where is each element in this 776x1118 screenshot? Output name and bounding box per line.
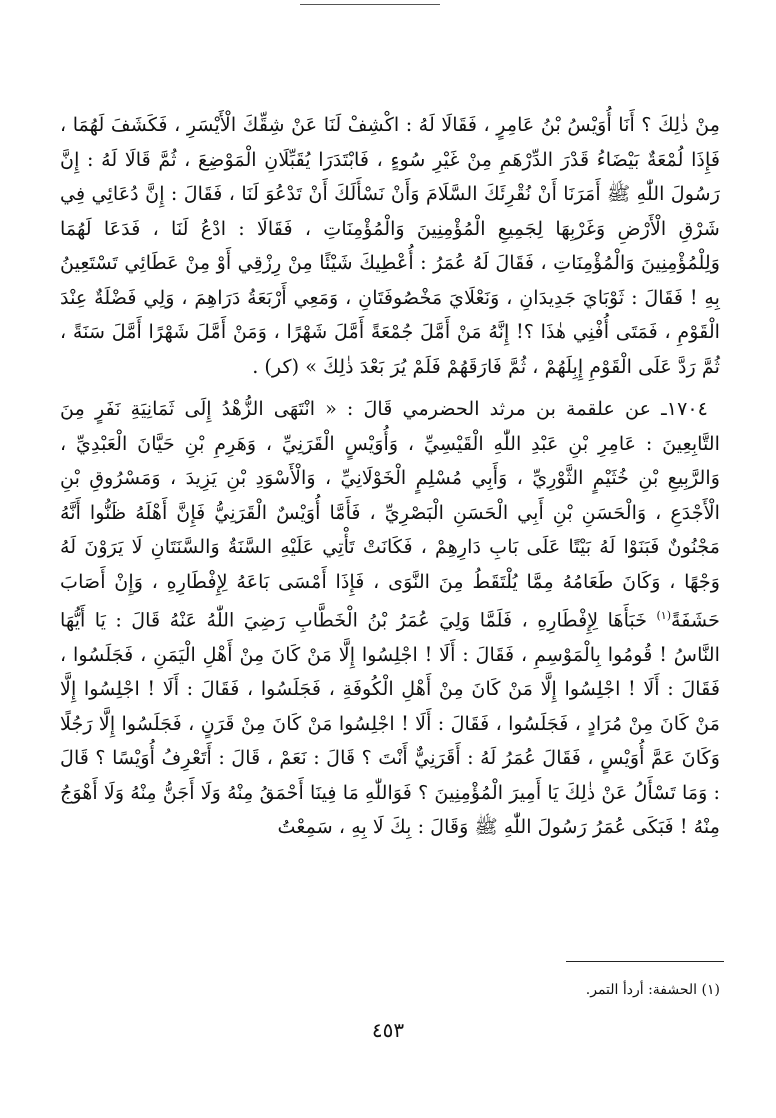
page-number: ٤٥٣ — [371, 1018, 405, 1042]
footnote: (١) الحشفة: أردأ التمر. — [585, 982, 720, 998]
top-rule — [300, 4, 440, 5]
paragraph-2-text: ـ عن علقمة بن مرثد الحضرمي قَالَ : « انْتَهَى الزُّهْدُ إِلَى ثَمَانِيَةِ نَفَرٍ مِنَ التَّابِعِينَ : عَامِرِ بْنِ عَبْدِ اللّٰهِ الْقَيْسِيِّ ، وَأُوَيْسٍ الْقَرَنِيِّ ، وَهَرِمِ بْنِ حَيَّانَ الْعَبْدِيِّ ، وَالرَّبِيعِ بْنِ خُثَيْمٍ الثَّوْرِيِّ ، وَأَبِي مُسْلِمٍ الْخَوْلَانِيِّ ، وَالْأَسْوَدِ بْنِ يَزِيدَ ، وَمَسْرُوقِ بْنِ الْأَجْدَعِ ، وَالْحَسَنِ بْنِ أَبِي الْحَسَنِ الْبَصْرِيِّ ، فَأَمَّا أُوَيْسٌ الْقَرَنِيُّ فَإِنَّ أَهْلَهُ ظَنُّوا أَنَّهُ مَجْنُونٌ فَبَنَوْا لَهُ بَيْتًا عَلَى بَابِ دَارِهِمْ ، فَكَانَتْ تَأْتِي عَلَيْهِ السَّنَةُ وَالسَّنَتَانِ لَا يَرَوْنَ لَهُ وَجْهًا ، وَكَانَ طَعَامُهُ مِمَّا يُلْتَقَطُ مِنَ النَّوَى ، فَإِذَا أَمْسَى بَاعَهُ لِإِفْطَارِهِ ، وَإِنْ أَصَابَ حَشَفَةً — [60, 397, 720, 632]
paragraph-2-continuation: خَبَأَهَا لِإِفْطَارِهِ ، فَلَمَّا وَلِيَ عُمَرُ بْنُ الْخَطَّابِ رَضِيَ اللّٰهُ عَنْهُ قَالَ : يَا أَيُّهَا النَّاسُ ! قُومُوا بِالْمَوْسِمِ ، فَقَالَ : أَلَا ! اجْلِسُوا إِلَّا مَنْ كَانَ مِنْ أَهْلِ الْيَمَنِ ، فَجَلَسُوا ، فَقَالَ : أَلَا ! اجْلِسُوا إِلَّا مَنْ كَانَ مِنْ أَهْلِ الْكُوفَةِ ، فَجَلَسُوا ، فَقَالَ : أَلَا ! اجْلِسُوا إِلَّا مَنْ كَانَ مِنْ مُرَادٍ ، فَجَلَسُوا ، فَقَالَ : أَلَا ! اجْلِسُوا مَنْ كَانَ مِنْ قَرَنٍ ، فَجَلَسُوا إِلَّا رَجُلًا وَكَانَ عَمَّ أُوَيْسٍ ، فَقَالَ عُمَرُ لَهُ : أَقَرَنِيٌّ أَنْتَ ؟ قَالَ : نَعَمْ ، قَالَ : أَتَعْرِفُ أُوَيْسًا ؟ قَالَ : وَمَا تَسْأَلُ عَنْ ذٰلِكَ يَا أَمِيرَ الْمُؤْمِنِينَ ؟ فَوَاللّٰهِ مَا فِينَا أَحْمَقُ مِنْهُ وَلَا أَجَنُّ مِنْهُ وَلَا أَهْوَجُ مِنْهُ ! فَبَكَى عُمَرُ رَسُولَ اللّٰهِ ﷺ وَقَالَ : بِكَ لَا بِهِ ، سَمِعْتُ — [60, 608, 720, 839]
page-body — [60, 108, 720, 845]
footnote-rule — [566, 961, 724, 962]
hadith-number: ١٧٠٤ — [666, 397, 708, 420]
footnote-marker: (١) — [656, 609, 672, 622]
paragraph-2 — [60, 392, 720, 845]
paragraph-1: مِنْ ذٰلِكَ ؟ أَنَا أُوَيْسُ بْنُ عَامِرٍ ، فَقَالَا لَهُ : اكْشِفْ لَنَا عَنْ شِقِّكَ الْأَيْسَرِ ، فَكَشَفَ لَهُمَا ، فَإِذَا لُمْعَةٌ بَيْضَاءُ قَدْرَ الدِّرْهَمِ مِنْ غَيْرِ سُوءٍ ، فَابْتَدَرَا يُقَبِّلَانِ الْمَوْضِعَ ، ثُمَّ قَالَا لَهُ : إِنَّ رَسُولَ اللّٰهِ ﷺ أَمَرَنَا أَنْ نُقْرِئَكَ السَّلَامَ وَأَنْ نَسْأَلَكَ أَنْ تَدْعُوَ لَنَا ، فَقَالَ : إِنَّ دُعَائِي فِي شَرْقِ الْأَرْضِ وَغَرْبِهَا لِجَمِيعِ الْمُؤْمِنِينَ وَالْمُؤْمِنَاتِ ، فَقَالَا : ادْعُ لَنَا ، فَدَعَا لَهُمَا وَلِلْمُؤْمِنِينَ وَالْمُؤْمِنَاتِ ، فَقَالَ لَهُ عُمَرُ : أُعْطِيكَ شَيْئًا مِنْ رِزْقِي أَوْ مِنْ عَطَائِي تَسْتَعِينُ بِهِ ! فَقَالَ : ثَوْبَايَ جَدِيدَانِ ، وَنَعْلَايَ مَخْصُوفَتَانِ ، وَمَعِي أَرْبَعَةُ دَرَاهِمَ ، وَلِي فَضْلَةٌ عِنْدَ الْقَوْمِ ، فَمَتَى أُفْنِي هٰذَا ؟! إِنَّهُ مَنْ أَمَّلَ جُمْعَةً أَمَّلَ شَهْرًا ، وَمَنْ أَمَّلَ شَهْرًا أَمَّلَ سَنَةً ، ثُمَّ رَدَّ عَلَى الْقَوْمِ إِبِلَهُمْ ، ثُمَّ فَارَقَهُمْ فَلَمْ يُرَ بَعْدَ ذٰلِكَ » (كر) . — [60, 113, 720, 378]
